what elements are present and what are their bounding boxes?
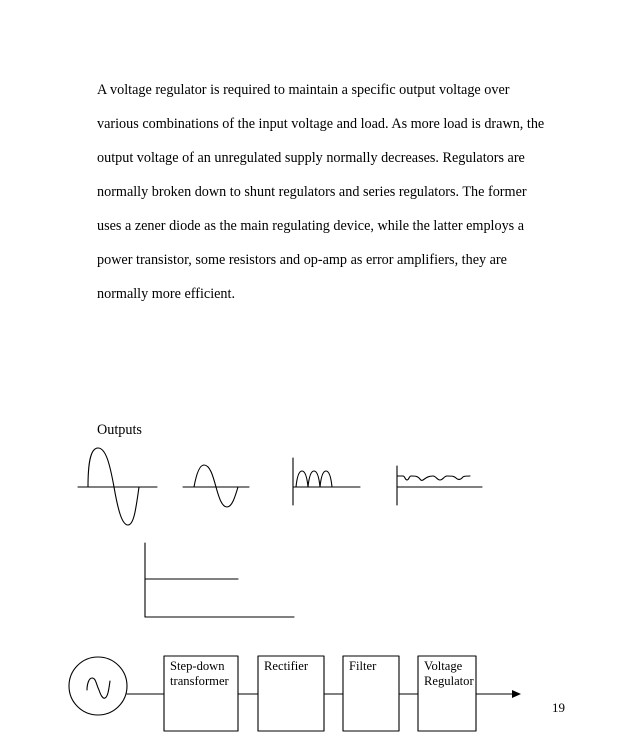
page-number: 19 bbox=[552, 700, 565, 715]
ac-source-icon bbox=[69, 657, 127, 715]
block-label-line: Rectifier bbox=[264, 659, 309, 673]
block-label-rectifier bbox=[264, 659, 308, 674]
block-label-line: Voltage bbox=[424, 659, 463, 673]
waveform-rectified-humps bbox=[296, 471, 332, 487]
block-label-line: transformer bbox=[170, 674, 229, 688]
waveform-transformer-output bbox=[78, 448, 157, 525]
paragraph-line: normally more efficient. bbox=[97, 286, 236, 302]
paragraph-line: uses a zener diode as the main regulating device, while the latter employs a bbox=[97, 218, 525, 234]
block-label-filter bbox=[349, 659, 376, 674]
paragraph-line: normally broken down to shunt regulators and series regulators. The former bbox=[97, 184, 527, 200]
paragraph-line: various combinations of the input voltage and load. As more load is drawn, the bbox=[97, 116, 545, 132]
waveform-ripple bbox=[397, 476, 470, 480]
ac-source-sine bbox=[87, 678, 110, 698]
ac-source-circle bbox=[69, 657, 127, 715]
block-label-step-down bbox=[170, 659, 229, 689]
arrow-right-icon bbox=[512, 690, 521, 698]
block-label-line: Regulator bbox=[424, 674, 474, 688]
waveform-regulated bbox=[145, 543, 294, 617]
paragraph-line: power transistor, some resistors and op-amp as error amplifiers, they are bbox=[97, 252, 507, 268]
waveform-reduced-ac bbox=[183, 465, 249, 507]
block-label-line: Step-down bbox=[170, 659, 225, 673]
waveform-sine-small bbox=[194, 465, 238, 507]
waveform-filtered bbox=[397, 466, 482, 505]
block-label-voltage-regulator bbox=[424, 659, 474, 689]
paragraph-line: A voltage regulator is required to maintain a specific output voltage over bbox=[97, 82, 510, 98]
outputs-label: Outputs bbox=[97, 422, 142, 438]
paragraph-line: output voltage of an unregulated supply normally decreases. Regulators are bbox=[97, 150, 525, 166]
block-label-line: Filter bbox=[349, 659, 377, 673]
waveform-rectified bbox=[293, 458, 360, 505]
